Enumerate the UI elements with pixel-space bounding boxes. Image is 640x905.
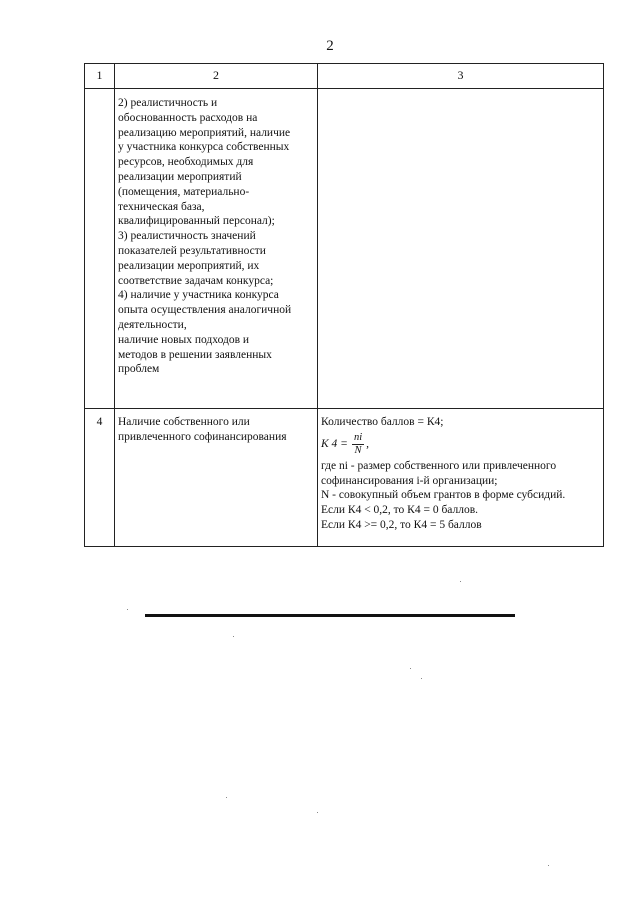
table-row — [85, 409, 604, 547]
scan-speck — [317, 812, 318, 813]
method-line: Если К4 >= 0,2, то К4 = 5 баллов — [321, 518, 482, 531]
scan-speck — [127, 609, 128, 610]
table-header-row — [85, 64, 604, 89]
scan-speck — [460, 581, 461, 582]
row-number-cell: 4 — [85, 409, 115, 547]
scan-speck — [421, 678, 422, 679]
table-row — [85, 89, 604, 409]
method-line: где ni - размер собственного или привлеченного — [321, 459, 557, 472]
formula-numerator: ni — [353, 431, 363, 443]
criterion-text: Наличие собственного или привлеченного софинансирования — [118, 416, 287, 443]
formula-tail: , — [366, 437, 369, 450]
header-cell-3: 3 — [318, 64, 604, 89]
formula-lhs: K 4 = — [321, 437, 348, 450]
method-line: софинансирования i-й организации; — [321, 474, 498, 487]
criteria-table — [84, 63, 604, 547]
method-line: N - совокупный объем грантов в форме субсидий. — [321, 489, 566, 502]
closing-rule — [145, 614, 515, 617]
criterion-cell — [115, 409, 318, 547]
page-number: 2 — [326, 38, 334, 54]
method-cell — [318, 89, 604, 409]
method-line: Количество баллов = К4; — [321, 416, 444, 428]
header-cell-1: 1 — [85, 64, 115, 89]
scan-speck — [233, 636, 234, 637]
header-cell-2: 2 — [115, 64, 318, 89]
criterion-cell — [115, 89, 318, 409]
criterion-text: 2) реалистичность и обоснованность расходов на реализацию мероприятий, наличие у участника конкурса собственных ресурсов, необходимых для реализации мероприятий (помещения, материально- техническая база, квалифицированный персонал); 3) реалистичность значений показателей результативности реализации мероприятий, их соответствие задачам конкурса; 4) наличие у участника конкурса опыта осуществления аналогичной деятельности, наличие новых подходов и методов в решении заявленных проблем — [118, 97, 292, 376]
formula-denominator: N — [354, 444, 362, 456]
scan-speck — [548, 865, 549, 866]
formula-fraction — [352, 432, 364, 457]
method-cell — [318, 409, 604, 547]
k4-formula — [321, 432, 600, 457]
row-number-cell — [85, 89, 115, 409]
scan-speck — [226, 797, 227, 798]
method-line: Если К4 < 0,2, то К4 = 0 баллов. — [321, 504, 479, 517]
scan-speck — [410, 668, 411, 669]
